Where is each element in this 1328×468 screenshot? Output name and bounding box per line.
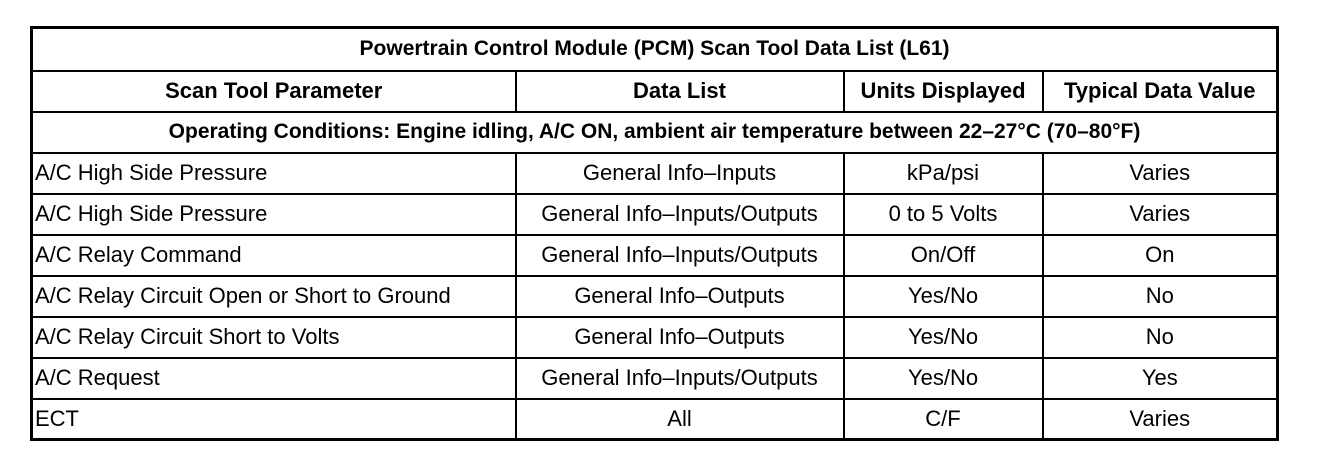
parameter-cell: A/C High Side Pressure (32, 153, 516, 194)
data-list-cell: General Info–Outputs (516, 317, 844, 358)
table-row (32, 358, 1278, 399)
data-list-cell: General Info–Inputs/Outputs (516, 358, 844, 399)
units-cell: Yes/No (844, 276, 1043, 317)
data-list-cell: General Info–Inputs/Outputs (516, 235, 844, 276)
units-cell: C/F (844, 399, 1043, 440)
parameter-cell: A/C Relay Circuit Short to Volts (32, 317, 516, 358)
table-title: Powertrain Control Module (PCM) Scan Tool Data List (L61) (32, 28, 1278, 71)
typical-value-cell: No (1043, 276, 1278, 317)
parameter-cell: A/C High Side Pressure (32, 194, 516, 235)
header-scan-tool-parameter: Scan Tool Parameter (32, 71, 516, 112)
data-list-cell: General Info–Outputs (516, 276, 844, 317)
operating-conditions: Operating Conditions: Engine idling, A/C ON, ambient air temperature between 22–27°C (70–80°F) (32, 112, 1278, 153)
table-row (32, 235, 1278, 276)
table-row (32, 317, 1278, 358)
data-list-cell: General Info–Inputs (516, 153, 844, 194)
parameter-cell: ECT (32, 399, 516, 440)
header-data-list: Data List (516, 71, 844, 112)
parameter-cell: A/C Relay Circuit Open or Short to Ground (32, 276, 516, 317)
parameter-cell: A/C Relay Command (32, 235, 516, 276)
table-header-row (32, 71, 1278, 112)
table-title-row (32, 28, 1278, 71)
typical-value-cell: Varies (1043, 194, 1278, 235)
pcm-scan-tool-data-table (30, 26, 1279, 441)
data-list-cell: General Info–Inputs/Outputs (516, 194, 844, 235)
typical-value-cell: Varies (1043, 153, 1278, 194)
table-row (32, 153, 1278, 194)
units-cell: Yes/No (844, 317, 1043, 358)
table-row (32, 276, 1278, 317)
units-cell: kPa/psi (844, 153, 1043, 194)
typical-value-cell: Yes (1043, 358, 1278, 399)
parameter-cell: A/C Request (32, 358, 516, 399)
typical-value-cell: On (1043, 235, 1278, 276)
units-cell: Yes/No (844, 358, 1043, 399)
header-typical-data-value: Typical Data Value (1043, 71, 1278, 112)
operating-conditions-row (32, 112, 1278, 153)
units-cell: 0 to 5 Volts (844, 194, 1043, 235)
units-cell: On/Off (844, 235, 1043, 276)
data-list-cell: All (516, 399, 844, 440)
header-units-displayed: Units Displayed (844, 71, 1043, 112)
typical-value-cell: No (1043, 317, 1278, 358)
table-row (32, 194, 1278, 235)
table-row (32, 399, 1278, 440)
typical-value-cell: Varies (1043, 399, 1278, 440)
